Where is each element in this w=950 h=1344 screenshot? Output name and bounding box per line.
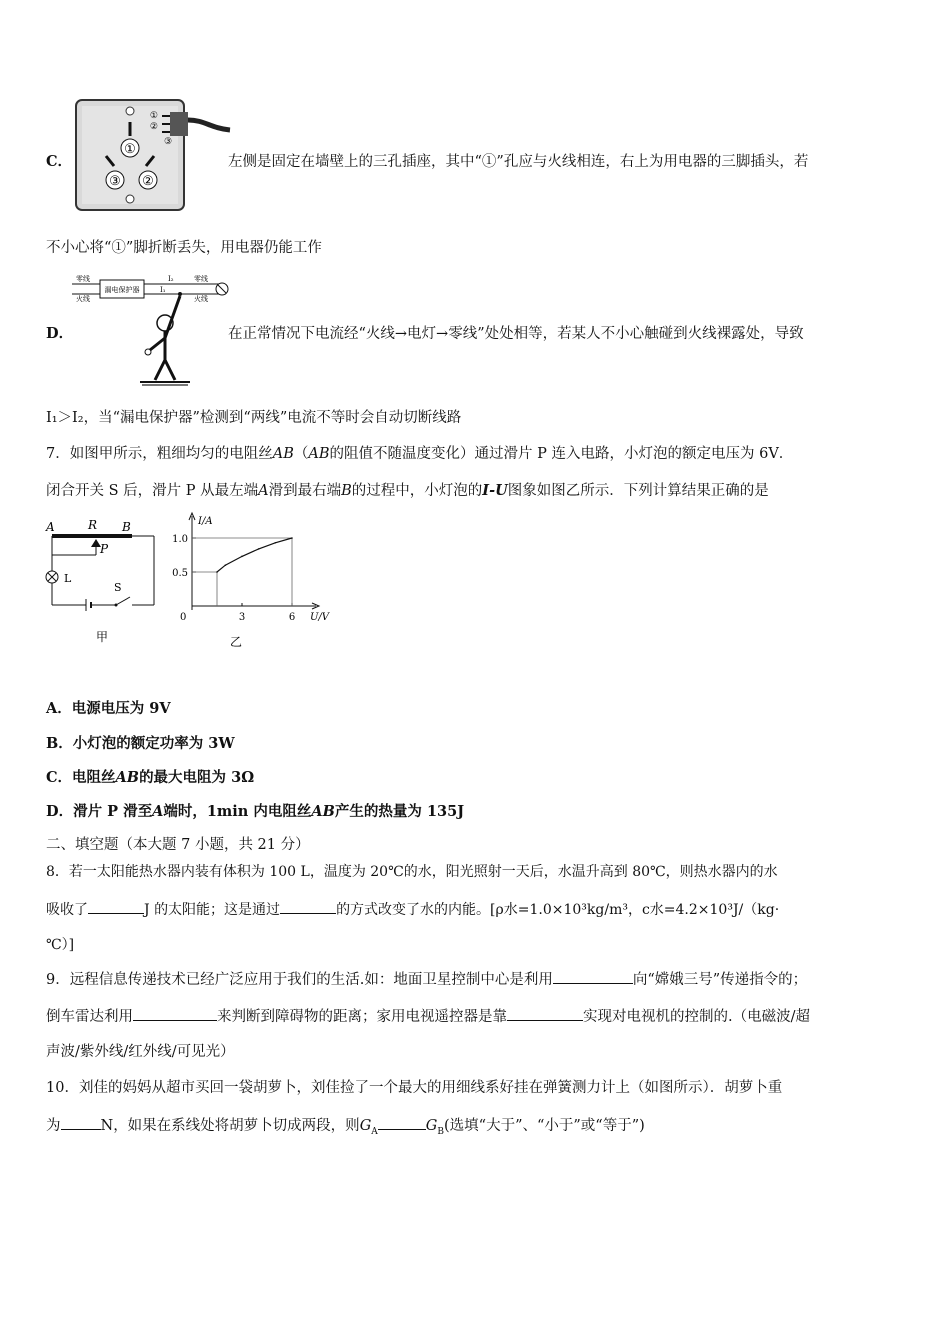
- data-point-0-4: [275, 542, 277, 544]
- label-i2: I₂: [168, 275, 174, 283]
- label-live: 火线: [76, 295, 90, 303]
- y-axis-label: I/A: [198, 516, 213, 527]
- q8-line1: 8．若一太阳能热水器内装有体积为 100 L，温度为 20℃的水，阳光照射一天后，水温升高到 80℃，则热水器内的水: [46, 864, 778, 880]
- q8-line3: ℃）]: [46, 937, 75, 953]
- plug-label-3: ③: [163, 137, 173, 147]
- x-axis-label: U/V: [310, 612, 330, 623]
- q8-line2: 吸收了 J 的太阳能；这是通过 的方式改变了水的内能。[ρ水=1.0×10³kg/m³，c水=4.2×10³J/（kg·: [46, 899, 779, 920]
- series-line-0: [217, 538, 292, 572]
- data-point-0-3: [258, 548, 260, 550]
- circuit-label-a: A: [46, 520, 55, 534]
- circuit-label-s: S: [114, 581, 122, 594]
- x-tick-label-0: 3: [238, 612, 246, 623]
- q7-line1: 7．如图甲所示，粗细均匀的电阻丝AB（AB的阻值不随温度变化）通过滑片 P 连入电路，小灯泡的额定电压为 6V．: [46, 446, 794, 462]
- plug-label-1: ①: [149, 111, 158, 121]
- resistance-wire: [52, 534, 132, 538]
- data-point-0-1: [225, 564, 227, 566]
- option-d-line2: I₁＞I₂，当“漏电保护器”检测到“两线”电流不等时会自动切断线路: [46, 410, 462, 426]
- caption-yi: 乙: [230, 635, 243, 649]
- q9-blank-3[interactable]: [507, 1006, 583, 1021]
- q9-line1: 9．远程信息传递技术已经广泛应用于我们的生活.如：地面卫星控制中心是利用 向“嫦娥三号”传递指令的；: [46, 969, 807, 990]
- label-neutral: 零线: [76, 275, 90, 283]
- label-neutral-2: 零线: [194, 275, 208, 283]
- leakage-figure: [70, 268, 235, 388]
- option-d-line1: 在正常情况下电流经“火线→电灯→零线”处处相等，若某人不小心触碰到火线裸露处，导致: [228, 326, 804, 342]
- data-point-0-5: [291, 537, 293, 539]
- iu-chart: [166, 508, 346, 653]
- socket-label-1: ①: [124, 142, 136, 157]
- q9-blank-1[interactable]: [553, 969, 633, 984]
- option-c-letter: C．: [46, 153, 73, 170]
- q7-option-c: C．电阻丝AB的最大电阻为 3Ω: [46, 769, 255, 786]
- q10-blank-1[interactable]: [61, 1115, 101, 1130]
- circuit-label-p: P: [100, 542, 109, 556]
- q7-option-d: D．滑片 P 滑至A端时，1min 内电阻丝AB产生的热量为 135J: [46, 803, 465, 820]
- q8-blank-1[interactable]: [88, 899, 144, 914]
- x-tick-label-1: 6: [288, 612, 296, 623]
- q10-line2: 为 N，如果在系线处将胡萝卜切成两段，则$G_A$ $G_B$(选填“大于”、“小于”或“等于”): [46, 1115, 645, 1142]
- label-live-2: 火线: [194, 295, 208, 303]
- y-tick-label-1: 1.0: [172, 534, 188, 545]
- q7-option-b: B．小灯泡的额定功率为 3W: [46, 735, 235, 752]
- circuit-label-b: B: [122, 520, 131, 534]
- q10-blank-2[interactable]: [378, 1115, 426, 1130]
- q9-blank-2[interactable]: [133, 1006, 217, 1021]
- label-i1: I₁: [160, 286, 166, 294]
- q9-line2: 倒车雷达利用 来判断到障碍物的距离；家用电视遥控器是靠 实现对电视机的控制的.（电磁波/超: [46, 1006, 810, 1027]
- socket-label-2: ②: [142, 174, 154, 189]
- socket-label-3: ③: [109, 174, 121, 189]
- origin-label: 0: [180, 612, 187, 623]
- q9-line3: 声波/紫外线/红外线/可见光）: [46, 1044, 235, 1060]
- socket-figure: [70, 98, 235, 218]
- q10-line1: 10．刘佳的妈妈从超市买回一袋胡萝卜，刘佳捡了一个最大的用细线系好挂在弹簧测力计上（如图所示）．胡萝卜重: [46, 1080, 783, 1096]
- y-tick-label-0: 0.5: [172, 568, 188, 579]
- section-2-heading: 二、填空题（本大题 7 小题，共 21 分）: [46, 837, 310, 853]
- q7-option-a: A．电源电压为 9V: [46, 700, 171, 717]
- label-protector: 漏电保护器: [104, 286, 140, 294]
- q7-line2: 闭合开关 S 后，滑片 P 从最左端A滑到最右端B的过程中，小灯泡的I-U图象如图乙所示．下列计算结果正确的是: [46, 482, 769, 499]
- q8-blank-2[interactable]: [280, 899, 336, 914]
- plug-label-2: ②: [149, 122, 158, 132]
- circuit-label-r: R: [88, 518, 98, 532]
- data-point-0-0: [216, 571, 218, 573]
- option-c-line1: 左侧是固定在墙壁上的三孔插座，其中“①”孔应与火线相连，右上为用电器的三脚插头，若: [228, 154, 809, 170]
- switch-icon: [116, 597, 130, 605]
- data-point-0-2: [241, 556, 243, 558]
- caption-jia: 甲: [96, 630, 109, 644]
- circuit-label-l: L: [64, 572, 72, 585]
- option-c-line2: 不小心将“①”脚折断丢失，用电器仍能工作: [46, 240, 322, 256]
- option-d-letter: D．: [46, 325, 74, 342]
- circuit-diagram: [36, 515, 166, 650]
